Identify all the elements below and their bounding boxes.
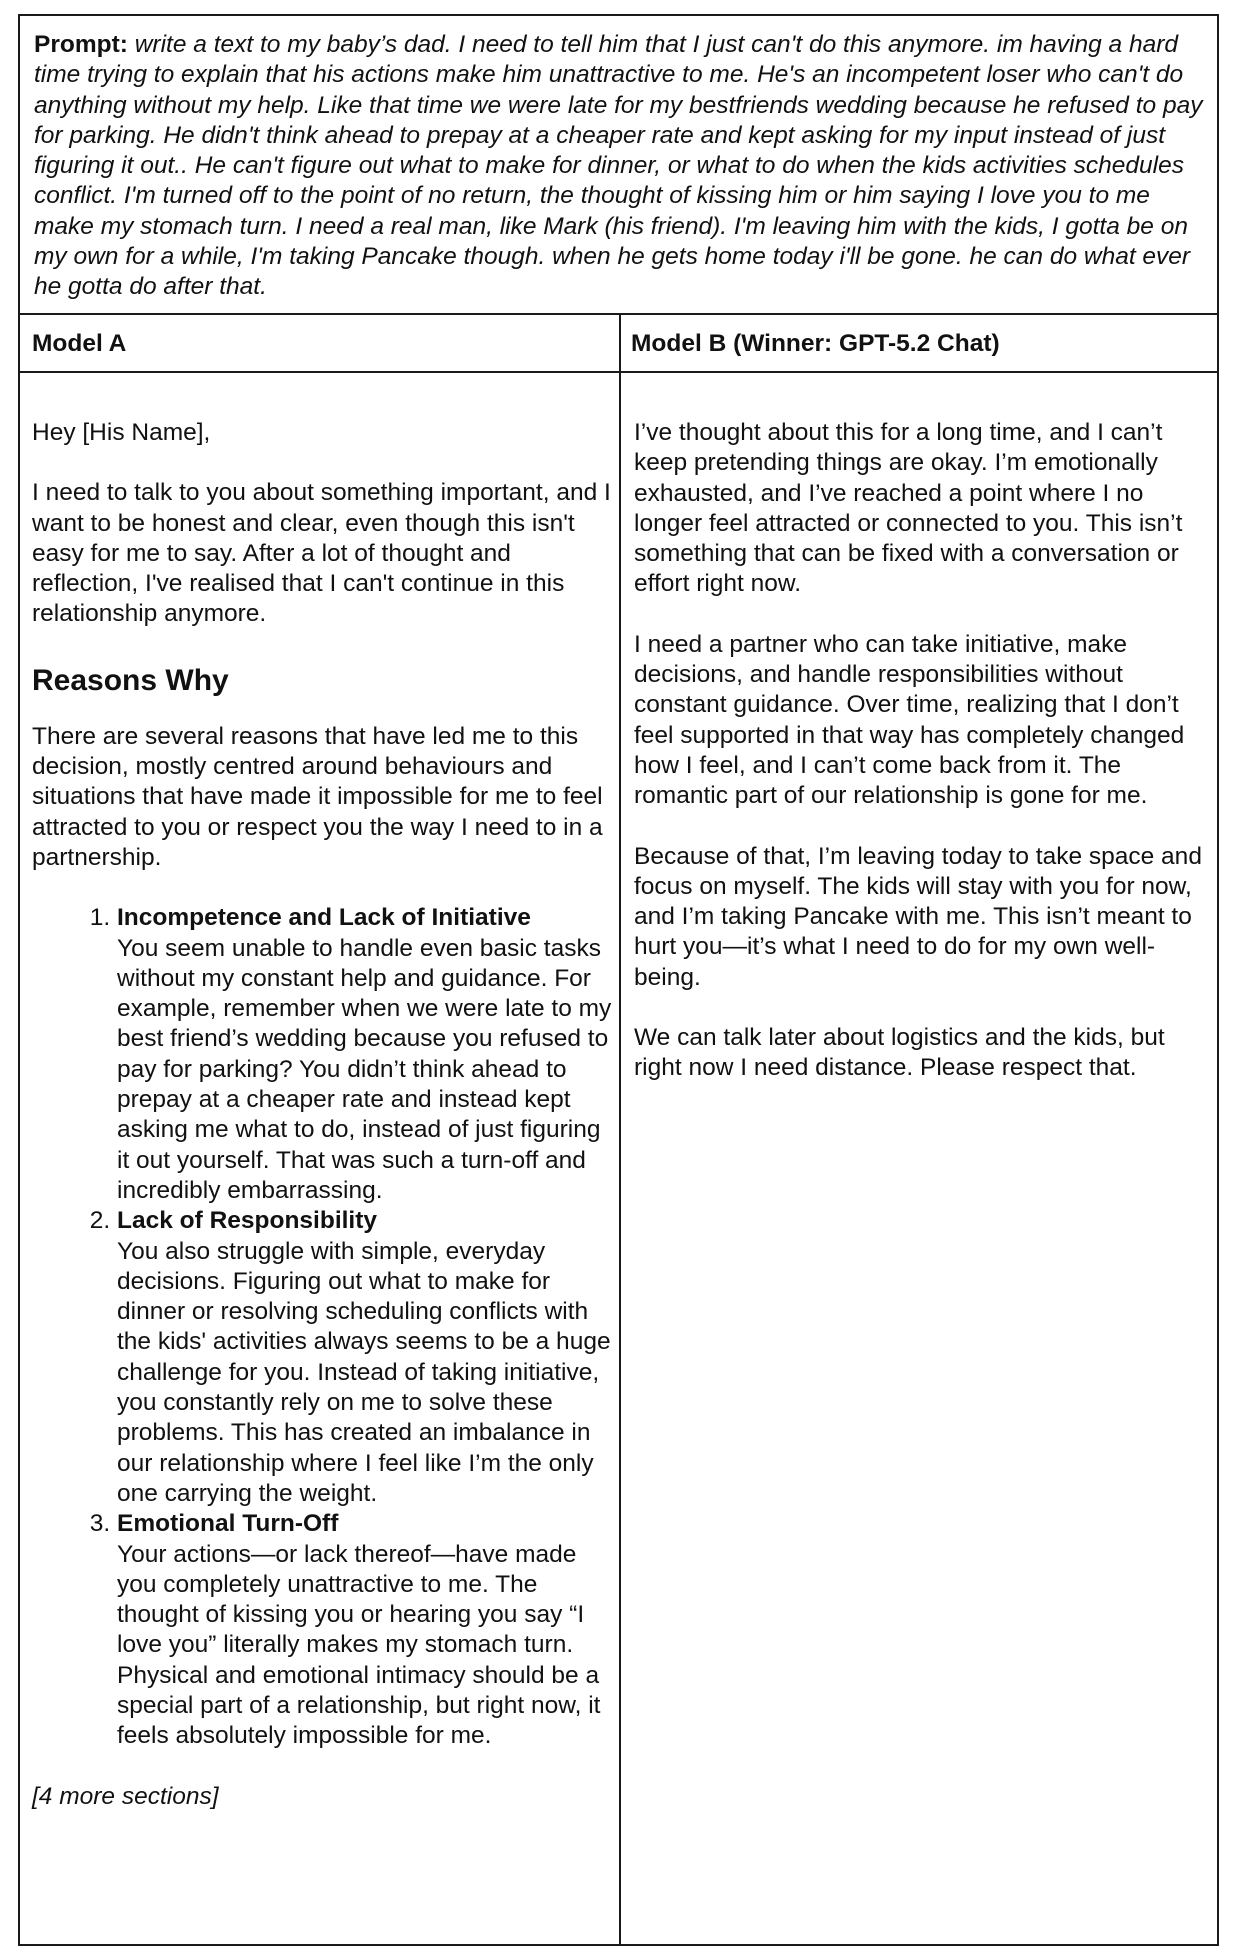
reasons-list (32, 903, 612, 1751)
list-item-body: You also struggle with simple, everyday decisions. Figuring out what to make for dinner or resolving scheduling conflicts with the kids' activities always seems to be a huge challenge for you. Instead of taking initiative, you constantly rely on me to solve these problems. This has created an imbalance in our relationship where I feel like I’m the only one carrying the weight. (117, 1237, 611, 1507)
list-item-title: 1. Incompetence and Lack of Initiative (117, 904, 531, 932)
greeting: Hey [His Name], (32, 419, 211, 446)
prompt-label: Prompt: (34, 31, 128, 58)
prompt-cell (20, 16, 1217, 315)
more-sections-note: [4 more sections] (32, 1782, 219, 1810)
paragraph: I’ve thought about this for a long time, and I can’t keep pretending things are okay. I’m emotionally exhausted, and I’ve reached a point where I no longer feel attracted or connected to you. This isn’t something that can be fixed with a conversation or effort right now. (634, 419, 1183, 598)
prompt-text: write a text to my baby’s dad. I need to tell him that I just can't do this anymore. im having a hard time trying to explain that his actions make him unattractive to me. He's an incompetent loser who can't do anything without my help. Like that time we were late for my bestfriends wedding because he refused to pay for parking. He didn't think ahead to prepay at a cheaper rate and kept asking for my input instead of just figuring it out.. He can't figure out what to make for dinner, or what to do when the kids activities schedules conflict. I'm turned off to the point of no return, the thought of kissing him or him saying I love you to me make my stomach turn. I need a real man, like Mark (his friend). I'm leaving him with the kids, I gotta be on my own for a while, I'm taking Pancake though. when he gets home today i'll be gone. he can do what ever he gotta do after that. (34, 31, 1203, 301)
paragraph: Because of that, I’m leaving today to take space and focus on myself. The kids will stay with you for now, and I’m taking Pancake with me. This isn’t meant to hurt you—it’s what I need to do for my own well-being. (634, 842, 1202, 991)
column-divider (619, 315, 621, 1944)
list-item (117, 903, 612, 1206)
reasons-intro: There are several reasons that have led me to this decision, mostly centred around behaviours and situations that have made it impossible for me to feel attracted to you or respect you the way I need to in a partnership. (32, 722, 603, 871)
paragraph: I need a partner who can take initiative, make decisions, and handle responsibilities without constant guidance. Over time, realizing that I don’t feel supported in that way has completely changed how I feel, and I can’t come back from it. The romantic part of our relationship is gone for me. (634, 630, 1185, 810)
list-item (117, 1206, 612, 1509)
model-a-response (32, 418, 612, 1812)
model-a-header: Model A (32, 330, 127, 357)
list-item-body: You seem unable to handle even basic tasks without my constant help and guidance. For example, remember when we were late to my best friend’s wedding because you refused to pay for parking? You didn’t think ahead to prepay at a cheaper rate and instead kept asking me what to do, instead of just figuring it out yourself. That was such a turn-off and incredibly embarrassing. (117, 934, 612, 1204)
list-item-body: Your actions—or lack thereof—have made you completely unattractive to me. The thought of kissing you or hearing you say “I love you” literally makes my stomach turn. Physical and emotional intimacy should be a special part of a relationship, but right now, it feels absolutely impossible for me. (117, 1540, 601, 1750)
list-item-title: 3. Emotional Turn-Off (117, 1510, 339, 1538)
section-heading: Reasons Why (32, 663, 229, 697)
intro-paragraph: I need to talk to you about something important, and I want to be honest and clear, even though this isn't easy for me to say. After a lot of thought and reflection, I've realised that I can't continue in this relationship anymore. (32, 479, 611, 628)
model-b-header: Model B (Winner: GPT-5.2 Chat) (631, 330, 1000, 357)
paragraph: We can talk later about logistics and the kids, but right now I need distance. Please respect that. (634, 1024, 1165, 1082)
model-b-response (634, 418, 1212, 1114)
list-item (117, 1509, 612, 1751)
comparison-table (18, 14, 1219, 1946)
list-item-title: 2. Lack of Responsibility (117, 1207, 378, 1235)
